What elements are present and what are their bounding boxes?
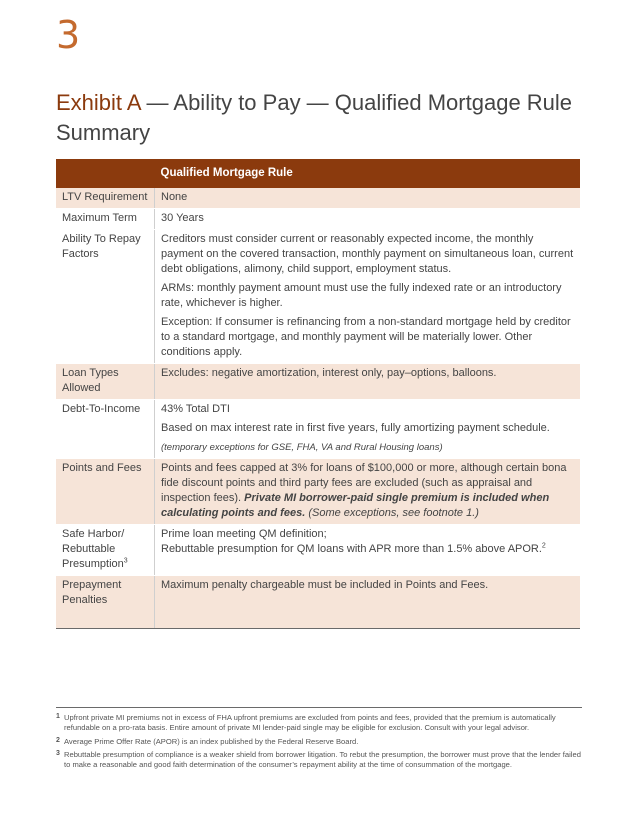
safe-harbor-label: Safe Harbor/ Rebuttable Presumption [62, 528, 125, 570]
table-row [56, 576, 580, 629]
footnote-1 [56, 713, 582, 734]
footnote-3 [56, 750, 582, 771]
footnote-1-number: 1 [56, 713, 60, 720]
row-label-prepayment: Prepayment Penalties [56, 576, 155, 629]
title-rest: — Ability to Pay — Qualified Mortgage Rule Summary [56, 90, 573, 145]
table-header-row [56, 159, 580, 188]
table-row [56, 188, 580, 209]
footnote-1-text: Upfront private MI premiums not in excess of FHA upfront premiums are excluded from points and fees, provided that the premium is automatically refundable on a pro-rata basis. Entire amount of private MI lender-paid single may be eligible for exclusion. Consult with your legal advisor. [64, 713, 556, 733]
footnote-ref-3: 3 [123, 557, 128, 565]
points-bold-text: Private MI borrower-paid single premium is included when calculating points and fees. [161, 492, 550, 519]
points-italic-text: (Some exceptions, see footnote 1.) [305, 507, 479, 519]
footnotes [56, 707, 582, 773]
row-label-loan-types: Loan Types Allowed [56, 364, 155, 400]
ability-paragraph-3: Exception: If consumer is refinancing from a non-standard mortgage held by creditor to a standard mortgage, and monthly payment will be materially lower. Other conditions apply. [161, 316, 571, 358]
footnote-2 [56, 737, 582, 747]
table-row [56, 525, 580, 576]
ability-paragraph-1: Creditors must consider current or reasonably expected income, the monthly payment on the covered transaction, monthly payment on simultaneous loan, current debt obligations, alimony, child support, employment status. [161, 233, 574, 275]
title-accent: Exhibit A [56, 90, 141, 115]
dti-paragraph-2: Based on max interest rate in first five years, fully amortizing payment schedule. [161, 422, 550, 434]
row-value-dti [155, 400, 581, 459]
table-row [56, 459, 580, 525]
row-label-ability: Ability To Repay Factors [56, 230, 155, 364]
page-number: 3 [56, 13, 81, 57]
footnote-3-number: 3 [56, 749, 60, 757]
table-row [56, 230, 580, 364]
footnote-ref-2: 2 [541, 542, 546, 550]
row-value-term: 30 Years [155, 209, 581, 230]
row-label-safe-harbor [56, 525, 155, 576]
row-value-ltv: None [155, 188, 581, 209]
row-label-term: Maximum Term [56, 209, 155, 230]
footnote-2-text: Average Prime Offer Rate (APOR) is an index published by the Federal Reserve Board. [64, 736, 359, 746]
row-value-points [155, 459, 581, 525]
row-value-ability [155, 230, 581, 364]
dti-paragraph-1: 43% Total DTI [161, 403, 230, 415]
row-value-prepayment: Maximum penalty chargeable must be included in Points and Fees. [155, 576, 581, 629]
table-row [56, 364, 580, 400]
row-value-safe-harbor [155, 525, 581, 576]
page-title [56, 88, 596, 148]
table-header: Qualified Mortgage Rule [155, 159, 581, 188]
row-label-dti: Debt-To-Income [56, 400, 155, 459]
footnote-2-number: 2 [56, 736, 60, 744]
row-label-ltv: LTV Requirement [56, 188, 155, 209]
header-spacer [56, 159, 155, 188]
footnote-3-text: Rebuttable presumption of compliance is a weaker shield from borrower litigation. To rebut the presumption, the borrower must prove that the lender failed to make a reasonable and good faith determination of the consumer’s repayment ability at the time of consummation of the mortgage. [64, 749, 581, 770]
dti-note: (temporary exceptions for GSE, FHA, VA and Rural Housing loans) [161, 442, 443, 453]
table-row [56, 209, 580, 230]
row-label-points: Points and Fees [56, 459, 155, 525]
points-text: Points and fees capped at 3% for loans of $100,000 or more, although certain bona fide discount points and third party fees are excluded (such as appraisal and inspection fees). [161, 462, 567, 504]
safe-harbor-line-2-text: Rebuttable presumption for QM loans with APR more than 1.5% above APOR. [161, 543, 542, 555]
safe-harbor-line-1: Prime loan meeting QM definition; [161, 528, 327, 540]
row-value-loan-types: Excludes: negative amortization, interest only, pay–options, balloons. [155, 364, 581, 400]
qm-rule-table [56, 159, 580, 629]
ability-paragraph-2: ARMs: monthly payment amount must use the fully indexed rate or an introductory rate, whichever is higher. [161, 282, 562, 309]
table-row [56, 400, 580, 459]
safe-harbor-line-2 [161, 542, 576, 557]
